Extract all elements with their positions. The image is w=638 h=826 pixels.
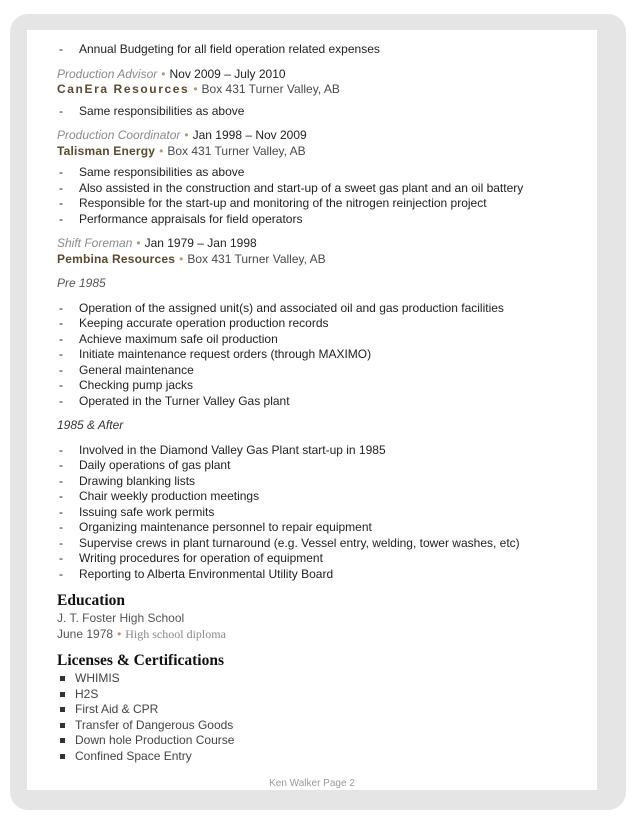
- responsibility-item: - Writing procedures for operation of equipment: [57, 551, 587, 567]
- responsibility-item: - Achieve maximum safe oil production: [57, 332, 587, 348]
- separator-dot: •: [159, 143, 164, 158]
- company-address: Box 431 Turner Valley, AB: [167, 143, 306, 158]
- responsibility-item: - Chair weekly production meetings: [57, 489, 587, 505]
- job-header: [57, 128, 587, 144]
- separator-dot: •: [117, 626, 122, 641]
- company-address: Box 431 Turner Valley, AB: [187, 251, 326, 266]
- responsibility-item: - Organizing maintenance personnel to repair equipment: [57, 520, 587, 536]
- job-company-line: [57, 144, 587, 160]
- responsibility-list: [57, 165, 587, 227]
- responsibility-item: - Same responsibilities as above: [57, 165, 587, 181]
- license-item: Confined Space Entry: [57, 749, 587, 765]
- resume-content: [57, 42, 587, 764]
- responsibility-list: [57, 301, 587, 410]
- job-company-line: [57, 252, 587, 268]
- responsibility-item: - Involved in the Diamond Valley Gas Plant start-up in 1985: [57, 443, 587, 459]
- responsibility-list: [57, 443, 587, 583]
- resume-page: [27, 30, 597, 790]
- responsibility-item: - Issuing safe work permits: [57, 505, 587, 521]
- separator-dot: •: [179, 251, 184, 266]
- job-dates: Nov 2009 – July 2010: [169, 66, 286, 81]
- license-item: Down hole Production Course: [57, 733, 587, 749]
- license-item: Transfer of Dangerous Goods: [57, 718, 587, 734]
- responsibility-item: - Drawing blanking lists: [57, 474, 587, 490]
- job-title: Production Coordinator: [57, 128, 181, 142]
- license-item: H2S: [57, 687, 587, 703]
- responsibility-item: - Operated in the Turner Valley Gas plant: [57, 394, 587, 410]
- separator-dot: •: [161, 66, 166, 81]
- licenses-heading: Licenses & Certifications: [57, 652, 225, 669]
- job-title: Shift Foreman: [57, 236, 133, 250]
- job-header: [57, 236, 587, 252]
- period-label: 1985 & After: [57, 418, 124, 432]
- license-item: First Aid & CPR: [57, 702, 587, 718]
- company-name: Talisman Energy: [57, 143, 156, 158]
- responsibility-item: - Initiate maintenance request orders (through MAXIMO): [57, 347, 587, 363]
- responsibility-list: [57, 42, 587, 58]
- responsibility-item: - Reporting to Alberta Environmental Utility Board: [57, 567, 587, 583]
- job-title: Production Advisor: [57, 66, 158, 81]
- responsibility-item: - Performance appraisals for field operators: [57, 212, 587, 228]
- responsibility-list: [57, 104, 587, 120]
- license-list: [57, 671, 587, 764]
- education-heading: Education: [57, 592, 126, 609]
- separator-dot: •: [136, 236, 141, 250]
- company-name: CanEra Resources: [57, 82, 190, 96]
- responsibility-item: - Responsible for the start-up and monitoring of the nitrogen reinjection project: [57, 196, 587, 212]
- job-dates: Jan 1979 – Jan 1998: [144, 236, 257, 250]
- responsibility-item: - Annual Budgeting for all field operation related expenses: [57, 42, 587, 58]
- job-company-line: [57, 82, 587, 98]
- license-item: WHIMIS: [57, 671, 587, 687]
- responsibility-item: - Operation of the assigned unit(s) and associated oil and gas production facilities: [57, 301, 587, 317]
- separator-dot: •: [184, 128, 189, 142]
- page-footer: Ken Walker Page 2: [269, 778, 355, 789]
- responsibility-item: - General maintenance: [57, 363, 587, 379]
- job-header: [57, 67, 587, 83]
- company-name: Pembina Resources: [57, 251, 176, 266]
- education-line: [57, 627, 587, 643]
- graduation-date: June 1978: [57, 626, 114, 641]
- school-name: J. T. Foster High School: [57, 611, 185, 625]
- degree: High school diploma: [125, 626, 226, 641]
- job-dates: Jan 1998 – Nov 2009: [192, 128, 307, 142]
- company-address: Box 431 Turner Valley, AB: [201, 82, 340, 96]
- responsibility-item: - Supervise crews in plant turnaround (e.g. Vessel entry, welding, tower washes, etc): [57, 536, 587, 552]
- responsibility-item: - Same responsibilities as above: [57, 104, 587, 120]
- responsibility-item: - Keeping accurate operation production records: [57, 316, 587, 332]
- period-label: Pre 1985: [57, 276, 106, 290]
- separator-dot: •: [193, 82, 198, 96]
- responsibility-item: - Daily operations of gas plant: [57, 458, 587, 474]
- responsibility-item: - Checking pump jacks: [57, 378, 587, 394]
- responsibility-item: - Also assisted in the construction and start-up of a sweet gas plant and an oil battery: [57, 181, 587, 197]
